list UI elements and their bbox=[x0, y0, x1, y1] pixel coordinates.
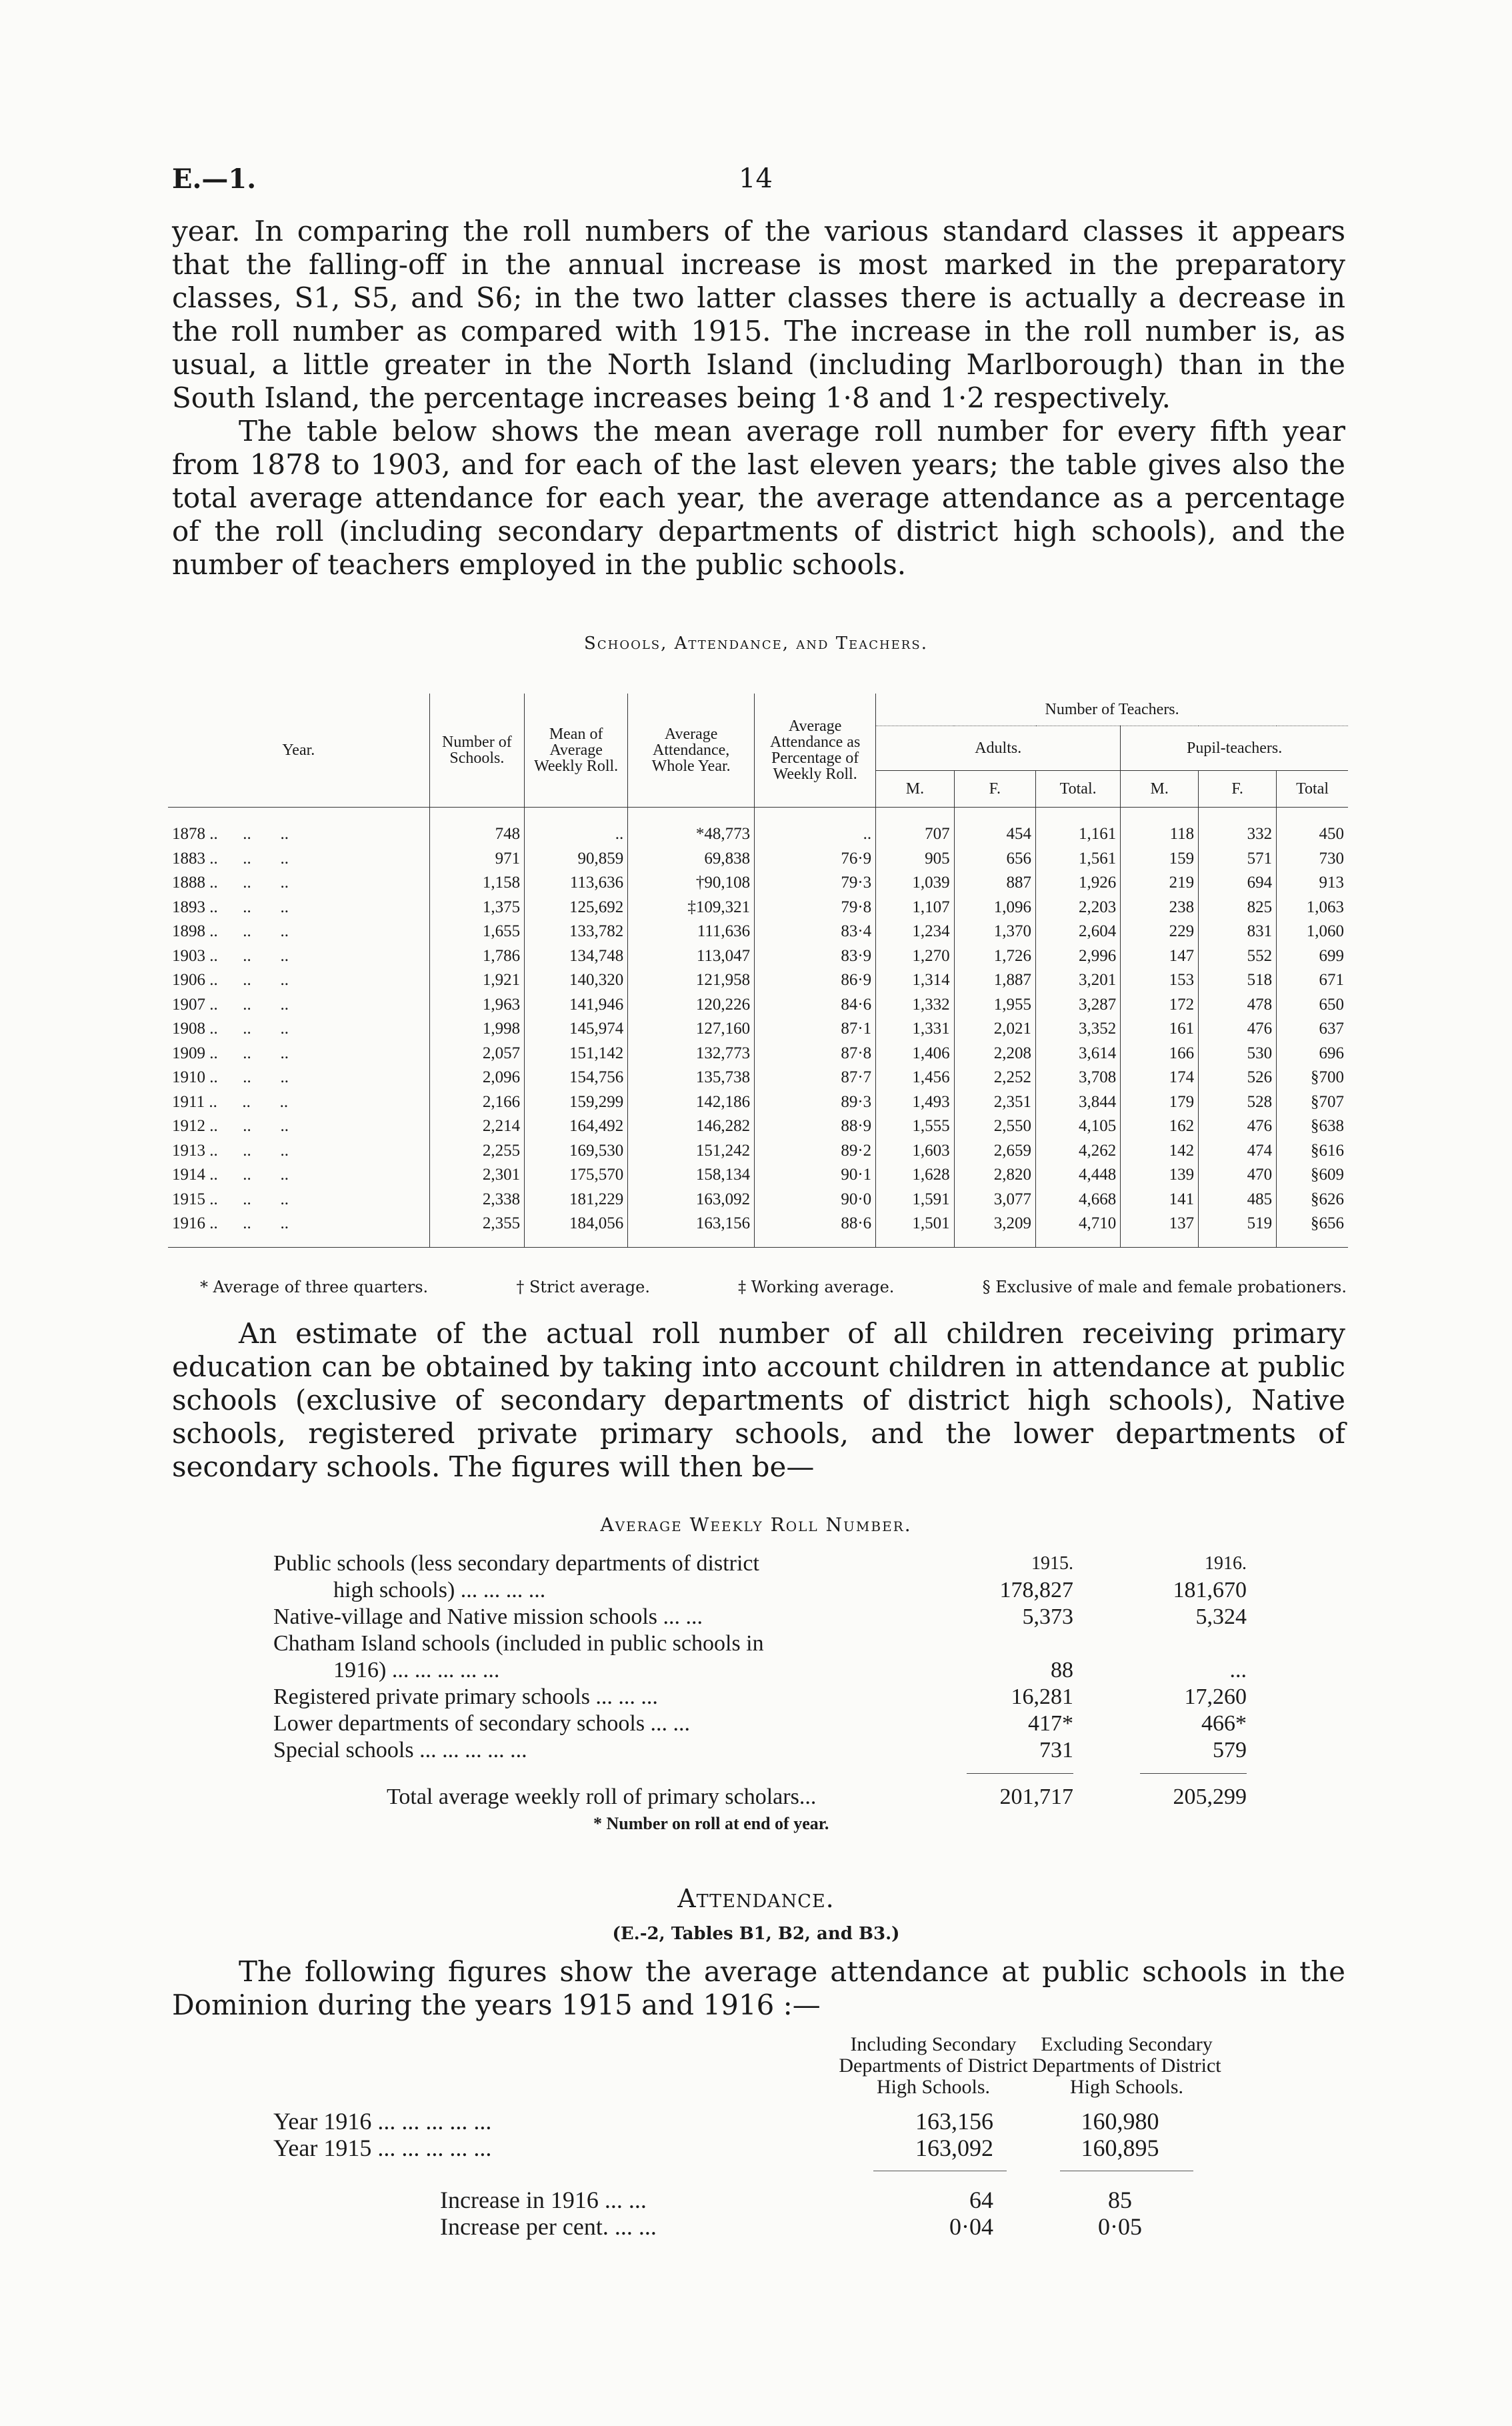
row-label: Special schools ... ... ... ... ... bbox=[273, 1738, 527, 1762]
value-cell: 1,591 bbox=[876, 1188, 955, 1212]
value-cell: 162 bbox=[1121, 1114, 1199, 1139]
value-cell: 2,355 bbox=[429, 1212, 524, 1247]
value-including: 64 bbox=[969, 2187, 993, 2213]
value-cell: 164,492 bbox=[525, 1114, 628, 1139]
value-cell: 147 bbox=[1121, 944, 1199, 969]
value-cell: .. bbox=[525, 808, 628, 847]
value-cell: 163,156 bbox=[628, 1212, 755, 1247]
value-1916: ... bbox=[1229, 1658, 1247, 1682]
table-row bbox=[168, 1139, 1348, 1164]
year-cell: 1888 .. .. .. bbox=[172, 874, 289, 892]
value-1916: 17,260 bbox=[1184, 1684, 1247, 1709]
total-1916: 205,299 bbox=[1173, 1784, 1247, 1809]
value-cell: 1,963 bbox=[429, 993, 524, 1018]
value-cell: 4,668 bbox=[1036, 1188, 1121, 1212]
value-cell: 530 bbox=[1199, 1042, 1277, 1066]
value-cell: *48,773 bbox=[628, 808, 755, 847]
value-cell: 1,726 bbox=[954, 944, 1035, 969]
row-label: 1916) ... ... ... ... ... bbox=[333, 1658, 500, 1682]
value-cell: 88·6 bbox=[755, 1212, 876, 1247]
row-label: Registered private primary schools ... ... ... bbox=[273, 1684, 658, 1709]
value-cell: 707 bbox=[876, 808, 955, 847]
row-label: Year 1916 ... ... ... ... ... bbox=[273, 2108, 492, 2135]
col-year: Year. bbox=[168, 694, 429, 808]
value-cell: 169,530 bbox=[525, 1139, 628, 1164]
value-cell: 730 bbox=[1277, 847, 1348, 872]
value-cell: 1,786 bbox=[429, 944, 524, 969]
value-cell: 125,692 bbox=[525, 896, 628, 920]
year-1915-head: 1915. bbox=[1031, 1553, 1073, 1574]
value-cell: §638 bbox=[1277, 1114, 1348, 1139]
table-row bbox=[168, 1066, 1348, 1090]
value-cell: 2,255 bbox=[429, 1139, 524, 1164]
col-schools: Number of Schools. bbox=[429, 694, 524, 808]
value-cell: 3,844 bbox=[1036, 1090, 1121, 1115]
value-excluding: 160,895 bbox=[1081, 2135, 1159, 2161]
value-cell: 3,287 bbox=[1036, 993, 1121, 1018]
value-cell: 971 bbox=[429, 847, 524, 872]
value-cell: 1,332 bbox=[876, 993, 955, 1018]
table-row bbox=[168, 1017, 1348, 1042]
value-cell: ‡109,321 bbox=[628, 896, 755, 920]
value-cell: 174 bbox=[1121, 1066, 1199, 1090]
value-cell: 831 bbox=[1199, 920, 1277, 944]
value-cell: 69,838 bbox=[628, 847, 755, 872]
value-cell: 470 bbox=[1199, 1163, 1277, 1188]
value-cell: 1,456 bbox=[876, 1066, 955, 1090]
value-cell: 179 bbox=[1121, 1090, 1199, 1115]
value-cell: 825 bbox=[1199, 896, 1277, 920]
value-cell: 476 bbox=[1199, 1017, 1277, 1042]
value-cell: 166 bbox=[1121, 1042, 1199, 1066]
value-cell: 145,974 bbox=[525, 1017, 628, 1042]
value-cell: 89·2 bbox=[755, 1139, 876, 1164]
year-cell: 1883 .. .. .. bbox=[172, 849, 289, 868]
row-label: high schools) ... ... ... ... bbox=[333, 1578, 546, 1602]
value-cell: 2,604 bbox=[1036, 920, 1121, 944]
value-cell: 3,201 bbox=[1036, 968, 1121, 993]
value-cell: 478 bbox=[1199, 993, 1277, 1018]
value-cell: 519 bbox=[1199, 1212, 1277, 1247]
row-label: Chatham Island schools (included in public schools in bbox=[273, 1631, 764, 1656]
value-cell: 154,756 bbox=[525, 1066, 628, 1090]
paragraph-1: year. In comparing the roll numbers of the various standard classes it appears that the falling-off in the annual increase is most marked in the preparatory classes, S1, S5, and S6; in the two latter classes there is actually a decrease in the roll number as compared with 1915. The increase in the roll number is, as usual, a little greater in the North Island (including Marlborough) than in the South Island, the percentage increases being 1·8 and 1·2 respectively. bbox=[172, 215, 1345, 414]
value-cell: 90·1 bbox=[755, 1163, 876, 1188]
value-cell: 111,636 bbox=[628, 920, 755, 944]
value-cell: 141 bbox=[1121, 1188, 1199, 1212]
table-row bbox=[168, 1212, 1348, 1247]
value-cell: 2,203 bbox=[1036, 896, 1121, 920]
teachers-table bbox=[168, 694, 1348, 1248]
value-cell: 552 bbox=[1199, 944, 1277, 969]
value-cell: 146,282 bbox=[628, 1114, 755, 1139]
value-cell: 1,096 bbox=[954, 896, 1035, 920]
value-cell: 4,262 bbox=[1036, 1139, 1121, 1164]
value-cell: 142,186 bbox=[628, 1090, 755, 1115]
value-cell: 2,021 bbox=[954, 1017, 1035, 1042]
value-cell: 135,738 bbox=[628, 1066, 755, 1090]
row-label: Increase in 1916 ... ... bbox=[440, 2187, 647, 2213]
table-row bbox=[168, 808, 1348, 847]
value-cell: 90,859 bbox=[525, 847, 628, 872]
roll-footnote: * Number on roll at end of year. bbox=[593, 1814, 829, 1833]
value-cell: 4,448 bbox=[1036, 1163, 1121, 1188]
value-cell: 142 bbox=[1121, 1139, 1199, 1164]
col-pt-m: M. bbox=[1121, 771, 1199, 808]
value-cell: 132,773 bbox=[628, 1042, 755, 1066]
value-cell: 1,060 bbox=[1277, 920, 1348, 944]
value-cell: 139 bbox=[1121, 1163, 1199, 1188]
value-cell: 133,782 bbox=[525, 920, 628, 944]
value-cell: 3,352 bbox=[1036, 1017, 1121, 1042]
table-row bbox=[168, 871, 1348, 896]
value-cell: 2,252 bbox=[954, 1066, 1035, 1090]
value-cell: 450 bbox=[1277, 808, 1348, 847]
value-cell: 84·6 bbox=[755, 993, 876, 1018]
roll-table-title: Average Weekly Roll Number. bbox=[600, 1514, 912, 1536]
value-cell: 121,958 bbox=[628, 968, 755, 993]
attendance-subtitle: (E.-2, Tables B1, B2, and B3.) bbox=[612, 1924, 900, 1944]
value-including: 163,156 bbox=[915, 2108, 993, 2135]
value-cell: 120,226 bbox=[628, 993, 755, 1018]
value-cell: §656 bbox=[1277, 1212, 1348, 1247]
value-cell: 1,375 bbox=[429, 896, 524, 920]
col-attendance: Average Attendance, Whole Year. bbox=[628, 694, 755, 808]
value-cell: 1,406 bbox=[876, 1042, 955, 1066]
value-cell: 118 bbox=[1121, 808, 1199, 847]
value-cell: 161 bbox=[1121, 1017, 1199, 1042]
value-cell: 2,996 bbox=[1036, 944, 1121, 969]
total-label: Total average weekly roll of primary scholars... bbox=[387, 1784, 817, 1809]
value-cell: 476 bbox=[1199, 1114, 1277, 1139]
value-cell: 699 bbox=[1277, 944, 1348, 969]
footnote: ‡ Working average. bbox=[738, 1278, 895, 1296]
value-cell: 1,063 bbox=[1277, 896, 1348, 920]
paragraph-4: The following figures show the average attendance at public schools in the Dominion during the years 1915 and 1916 :— bbox=[172, 1955, 1345, 2021]
table-row bbox=[168, 1042, 1348, 1066]
col-adults: Adults. bbox=[876, 726, 1121, 771]
value-1916: 466* bbox=[1201, 1711, 1247, 1736]
col-excluding: Excluding Secondary Departments of District High Schools. bbox=[1032, 2033, 1221, 2098]
value-cell: 748 bbox=[429, 808, 524, 847]
col-pt-total: Total bbox=[1277, 771, 1348, 808]
value-cell: 485 bbox=[1199, 1188, 1277, 1212]
table-row bbox=[168, 920, 1348, 944]
value-cell: 1,555 bbox=[876, 1114, 955, 1139]
value-cell: 163,092 bbox=[628, 1188, 755, 1212]
year-cell: 1911 .. .. .. bbox=[172, 1092, 289, 1111]
value-1915: 178,827 bbox=[999, 1578, 1073, 1602]
value-cell: §626 bbox=[1277, 1188, 1348, 1212]
value-cell: 87·7 bbox=[755, 1066, 876, 1090]
value-cell: 2,301 bbox=[429, 1163, 524, 1188]
value-1915: 417* bbox=[1028, 1711, 1073, 1736]
value-cell: 86·9 bbox=[755, 968, 876, 993]
value-cell: 159 bbox=[1121, 847, 1199, 872]
value-cell: 79·3 bbox=[755, 871, 876, 896]
value-cell: 134,748 bbox=[525, 944, 628, 969]
year-cell: 1916 .. .. .. bbox=[168, 1212, 429, 1247]
col-adults-f: F. bbox=[954, 771, 1035, 808]
row-label: Year 1915 ... ... ... ... ... bbox=[273, 2135, 492, 2161]
value-1916: 181,670 bbox=[1173, 1578, 1247, 1602]
value-cell: 153 bbox=[1121, 968, 1199, 993]
value-cell: 175,570 bbox=[525, 1163, 628, 1188]
value-1916: 579 bbox=[1213, 1738, 1247, 1762]
total-1915: 201,717 bbox=[999, 1784, 1073, 1809]
table-row bbox=[168, 896, 1348, 920]
value-cell: 79·8 bbox=[755, 896, 876, 920]
value-cell: 887 bbox=[954, 871, 1035, 896]
value-cell: §707 bbox=[1277, 1090, 1348, 1115]
value-cell: 1,314 bbox=[876, 968, 955, 993]
year-1916-head: 1916. bbox=[1205, 1553, 1247, 1574]
col-adults-m: M. bbox=[876, 771, 955, 808]
value-cell: 2,208 bbox=[954, 1042, 1035, 1066]
value-1915: 731 bbox=[1039, 1738, 1073, 1762]
value-cell: 87·8 bbox=[755, 1042, 876, 1066]
value-cell: 181,229 bbox=[525, 1188, 628, 1212]
value-excluding: 85 bbox=[1108, 2187, 1132, 2213]
value-1915: 5,373 bbox=[1022, 1604, 1073, 1629]
value-cell: §609 bbox=[1277, 1163, 1348, 1188]
paragraph-2: The table below shows the mean average roll number for every fifth year from 1878 to 1903, and for each of the last eleven years; the table gives also the total average attendance for each year, the average attendance as a percentage of the roll (including secondary departments of district high schools), and the number of teachers employed in the public schools. bbox=[172, 415, 1345, 581]
value-cell: 172 bbox=[1121, 993, 1199, 1018]
year-cell: 1908 .. .. .. bbox=[172, 1020, 289, 1038]
value-cell: 219 bbox=[1121, 871, 1199, 896]
value-cell: 905 bbox=[876, 847, 955, 872]
table-row bbox=[168, 1114, 1348, 1139]
value-cell: 2,659 bbox=[954, 1139, 1035, 1164]
value-cell: 1,331 bbox=[876, 1017, 955, 1042]
value-excluding: 0·05 bbox=[1098, 2213, 1142, 2240]
attendance-title: Attendance. bbox=[677, 1884, 835, 1913]
value-cell: 1,655 bbox=[429, 920, 524, 944]
value-cell: 151,242 bbox=[628, 1139, 755, 1164]
value-cell: 83·4 bbox=[755, 920, 876, 944]
value-cell: 637 bbox=[1277, 1017, 1348, 1042]
value-cell: 76·9 bbox=[755, 847, 876, 872]
sum-rule bbox=[967, 1773, 1073, 1774]
year-cell: 1893 .. .. .. bbox=[172, 898, 289, 916]
col-teachers: Number of Teachers. bbox=[876, 694, 1348, 726]
value-cell: 1,270 bbox=[876, 944, 955, 969]
value-cell: 141,946 bbox=[525, 993, 628, 1018]
col-pupil-teachers: Pupil-teachers. bbox=[1121, 726, 1348, 771]
value-cell: †90,108 bbox=[628, 871, 755, 896]
footnote: † Strict average. bbox=[516, 1278, 650, 1296]
year-cell: 1913 .. .. .. bbox=[172, 1141, 289, 1160]
row-label: Native-village and Native mission schools ... ... bbox=[273, 1604, 703, 1629]
value-cell: 1,955 bbox=[954, 993, 1035, 1018]
value-cell: 1,493 bbox=[876, 1090, 955, 1115]
value-cell: 2,338 bbox=[429, 1188, 524, 1212]
value-cell: 1,887 bbox=[954, 968, 1035, 993]
year-cell: 1906 .. .. .. bbox=[172, 971, 289, 990]
value-1915: 16,281 bbox=[1011, 1684, 1073, 1709]
table-row bbox=[168, 993, 1348, 1018]
value-cell: 158,134 bbox=[628, 1163, 755, 1188]
value-cell: 3,614 bbox=[1036, 1042, 1121, 1066]
value-cell: 137 bbox=[1121, 1212, 1199, 1247]
value-cell: 1,158 bbox=[429, 871, 524, 896]
value-cell: 1,603 bbox=[876, 1139, 955, 1164]
col-adults-total: Total. bbox=[1036, 771, 1121, 808]
value-cell: 3,708 bbox=[1036, 1066, 1121, 1090]
year-cell: 1907 .. .. .. bbox=[172, 995, 289, 1014]
footnote: * Average of three quarters. bbox=[200, 1278, 429, 1296]
year-cell: 1915 .. .. .. bbox=[172, 1190, 289, 1208]
value-cell: 127,160 bbox=[628, 1017, 755, 1042]
table-row bbox=[168, 944, 1348, 969]
roll-table bbox=[273, 1550, 1367, 1837]
table-row bbox=[168, 968, 1348, 993]
table-row bbox=[168, 1188, 1348, 1212]
value-cell: 518 bbox=[1199, 968, 1277, 993]
row-label: Increase per cent. ... ... bbox=[440, 2213, 657, 2240]
table-row bbox=[168, 1090, 1348, 1115]
year-cell: 1878 .. .. .. bbox=[172, 825, 289, 844]
value-cell: 184,056 bbox=[525, 1212, 628, 1247]
value-cell: 1,628 bbox=[876, 1163, 955, 1188]
value-cell: 89·3 bbox=[755, 1090, 876, 1115]
year-cell: 1912 .. .. .. bbox=[172, 1117, 289, 1136]
value-cell: 1,501 bbox=[876, 1212, 955, 1247]
value-cell: 88·9 bbox=[755, 1114, 876, 1139]
value-cell: 113,636 bbox=[525, 871, 628, 896]
year-cell: 1903 .. .. .. bbox=[172, 946, 289, 965]
value-cell: 83·9 bbox=[755, 944, 876, 969]
value-cell: 4,710 bbox=[1036, 1212, 1121, 1247]
value-cell: 151,142 bbox=[525, 1042, 628, 1066]
value-cell: 1,561 bbox=[1036, 847, 1121, 872]
value-cell: 2,166 bbox=[429, 1090, 524, 1115]
value-cell: 90·0 bbox=[755, 1188, 876, 1212]
value-1916: 5,324 bbox=[1195, 1604, 1247, 1629]
value-cell: §700 bbox=[1277, 1066, 1348, 1090]
value-including: 163,092 bbox=[915, 2135, 993, 2161]
col-including: Including Secondary Departments of District High Schools. bbox=[839, 2033, 1028, 2098]
value-cell: 3,209 bbox=[954, 1212, 1035, 1247]
row-label: Lower departments of secondary schools ... ... bbox=[273, 1711, 691, 1736]
year-cell: 1914 .. .. .. bbox=[172, 1166, 289, 1184]
value-cell: 650 bbox=[1277, 993, 1348, 1018]
value-cell: 1,039 bbox=[876, 871, 955, 896]
page-number: 14 bbox=[739, 163, 773, 194]
value-cell: 1,234 bbox=[876, 920, 955, 944]
value-cell: 571 bbox=[1199, 847, 1277, 872]
value-1915: 88 bbox=[1051, 1658, 1073, 1682]
value-cell: 2,820 bbox=[954, 1163, 1035, 1188]
value-cell: 694 bbox=[1199, 871, 1277, 896]
value-cell: 1,161 bbox=[1036, 808, 1121, 847]
value-cell: §616 bbox=[1277, 1139, 1348, 1164]
year-cell: 1910 .. .. .. bbox=[172, 1068, 289, 1087]
table-caption: Schools, Attendance, and Teachers. bbox=[584, 634, 928, 654]
value-including: 0·04 bbox=[949, 2213, 993, 2240]
table-row bbox=[168, 847, 1348, 872]
table-footnotes bbox=[200, 1278, 1347, 1296]
value-cell: 2,214 bbox=[429, 1114, 524, 1139]
value-cell: 454 bbox=[954, 808, 1035, 847]
value-cell: 2,550 bbox=[954, 1114, 1035, 1139]
col-roll: Mean of Average Weekly Roll. bbox=[525, 694, 628, 808]
page-code: E.—1. bbox=[172, 163, 257, 195]
value-cell: 913 bbox=[1277, 871, 1348, 896]
value-cell: 2,096 bbox=[429, 1066, 524, 1090]
value-cell: 113,047 bbox=[628, 944, 755, 969]
value-cell: 87·1 bbox=[755, 1017, 876, 1042]
col-pt-f: F. bbox=[1199, 771, 1277, 808]
footnote: § Exclusive of male and female probationers. bbox=[982, 1278, 1347, 1296]
value-cell: 1,926 bbox=[1036, 871, 1121, 896]
value-cell: 1,998 bbox=[429, 1017, 524, 1042]
value-cell: 3,077 bbox=[954, 1188, 1035, 1212]
value-cell: 229 bbox=[1121, 920, 1199, 944]
value-cell: .. bbox=[755, 808, 876, 847]
sum-rule bbox=[1140, 1773, 1247, 1774]
value-cell: 159,299 bbox=[525, 1090, 628, 1115]
table-row bbox=[168, 1163, 1348, 1188]
value-cell: 140,320 bbox=[525, 968, 628, 993]
value-cell: 4,105 bbox=[1036, 1114, 1121, 1139]
value-excluding: 160,980 bbox=[1081, 2108, 1159, 2135]
paragraph-3: An estimate of the actual roll number of all children receiving primary education can be obtained by taking into account children in attendance at public schools (exclusive of secondary departments of district high schools), Native schools, registered private primary schools, and the lower departments of secondary schools. The figures will then be— bbox=[172, 1317, 1345, 1483]
year-cell: 1909 .. .. .. bbox=[172, 1044, 289, 1062]
value-cell: 474 bbox=[1199, 1139, 1277, 1164]
value-cell: 671 bbox=[1277, 968, 1348, 993]
value-cell: 656 bbox=[954, 847, 1035, 872]
row-label: Public schools (less secondary departments of district bbox=[273, 1551, 759, 1576]
value-cell: 1,370 bbox=[954, 920, 1035, 944]
year-cell: 1898 .. .. .. bbox=[172, 922, 289, 941]
value-cell: 2,057 bbox=[429, 1042, 524, 1066]
value-cell: 1,107 bbox=[876, 896, 955, 920]
value-cell: 526 bbox=[1199, 1066, 1277, 1090]
value-cell: 238 bbox=[1121, 896, 1199, 920]
value-cell: 332 bbox=[1199, 808, 1277, 847]
value-cell: 1,921 bbox=[429, 968, 524, 993]
value-cell: 2,351 bbox=[954, 1090, 1035, 1115]
col-percent: Average Attendance as Percentage of Weekly Roll. bbox=[755, 694, 876, 808]
value-cell: 696 bbox=[1277, 1042, 1348, 1066]
value-cell: 528 bbox=[1199, 1090, 1277, 1115]
